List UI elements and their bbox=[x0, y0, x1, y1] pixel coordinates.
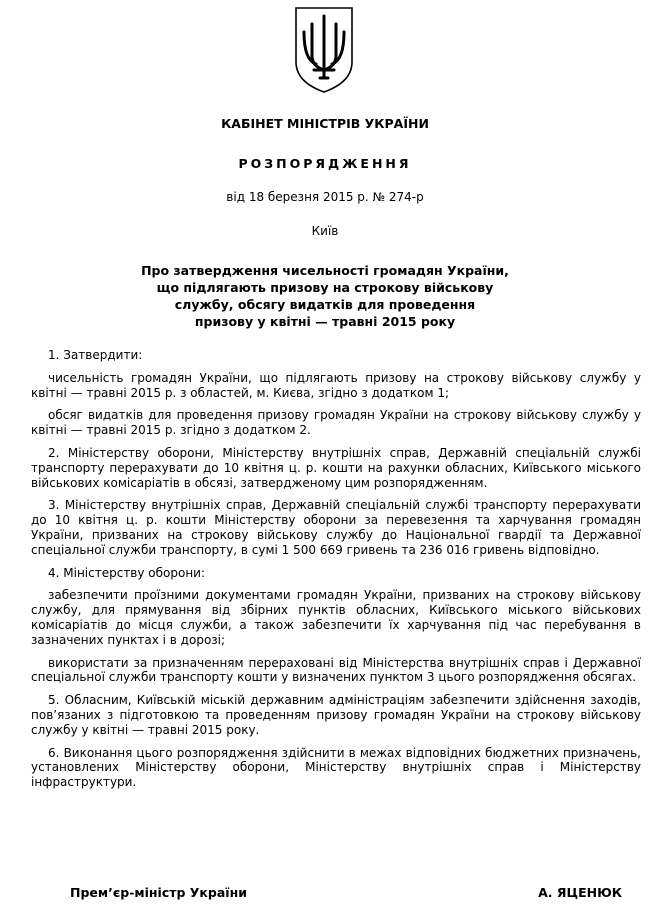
title-line: Про затвердження чисельності громадян України, bbox=[141, 263, 509, 278]
date-number: від 18 березня 2015 р. № 274-р bbox=[226, 190, 424, 204]
document-title bbox=[100, 262, 550, 330]
title-line: службу, обсягу видатків для проведення bbox=[174, 297, 476, 312]
paragraph: 6. Виконання цього розпорядження здійснити в межах відповідних бюджетних призначень, установлених Міністерству оборони, Міністерству внутрішніх справ і Міністерству інфраструктури. bbox=[31, 745, 641, 790]
title-line: призову у квітні — травні 2015 року bbox=[194, 314, 456, 329]
signature-block bbox=[70, 885, 622, 900]
city: Київ bbox=[311, 224, 339, 238]
cabinet-name: КАБІНЕТ МІНІСТРІВ УКРАЇНИ bbox=[221, 116, 429, 131]
title-line: що підлягають призову на строкову військову bbox=[156, 280, 494, 295]
coat-of-arms-icon bbox=[292, 4, 356, 94]
document-type: РОЗПОРЯДЖЕННЯ bbox=[238, 156, 412, 171]
signatory-position: Прем’єр-міністр України bbox=[70, 885, 247, 900]
paragraph: забезпечити проїзними документами громадян України, призваних на строкову військову службу, для прямування від збірних пунктів обласних, Київського міського військових комісаріатів до місця служби, а також забезпечити їх харчування під час перебування в зазначених пунктах і в дорозі; bbox=[31, 588, 641, 647]
paragraph: 1. Затвердити: bbox=[48, 348, 143, 362]
paragraph: 3. Міністерству внутрішніх справ, Державній спеціальній службі транспорту перерахувати до 10 квітня ц. р. кошти Міністерству оборони за перевезення та харчування громадян України, призваних на строкову військову службу до Національної гвардії та Державної спеціальної служби транспорту, в сумі 1 500 669 гривень та 236 016 гривень відповідно. bbox=[31, 498, 641, 557]
paragraph: чисельність громадян України, що підлягають призову на строкову військову службу у квітні — травні 2015 р. з областей, м. Києва, згідно з додатком 1; bbox=[31, 370, 641, 400]
paragraph: 5. Обласним, Київській міській державним адміністраціям забезпечити здійснення заходів, пов’язаних з підготовкою та проведенням призову громадян України на строкову військову службу у квітні — травні 2015 року. bbox=[31, 693, 641, 737]
paragraph: використати за призначенням перераховані від Міністерства внутрішніх справ і Державної спеціальної служби транспорту кошти у визначених пунктом 3 цього розпорядження обсягах. bbox=[31, 655, 641, 685]
paragraph: 4. Міністерству оборони: bbox=[48, 565, 206, 580]
signatory-name: А. ЯЦЕНЮК bbox=[538, 885, 622, 900]
paragraph: 2. Міністерству оборони, Міністерству внутрішніх справ, Державній спеціальній службі транспорту перерахувати до 10 квітня ц. р. кошти на рахунки обласних, Київського міського військових комісаріатів в обсязі, затвердженому цим розпорядженням. bbox=[31, 445, 641, 490]
paragraph: обсяг видатків для проведення призову громадян України на строкову військову службу у квітні — травні 2015 р. згідно з додатком 2. bbox=[31, 408, 641, 438]
document-body bbox=[31, 348, 641, 798]
